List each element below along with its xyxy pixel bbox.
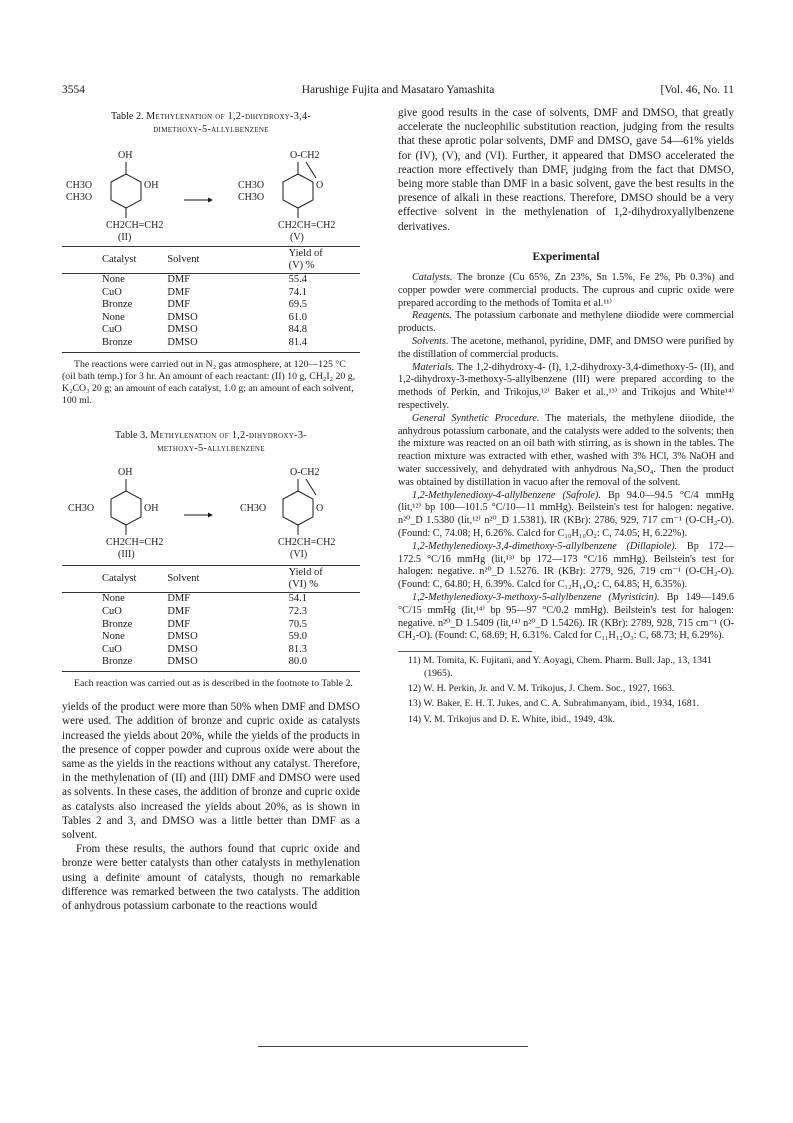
volume-info: [Vol. 46, No. 11 xyxy=(660,84,734,96)
reactant-methoxy-2: CH3O xyxy=(66,192,93,203)
reactant-label: (II) xyxy=(118,232,132,242)
product-methoxy: CH3O xyxy=(240,503,267,515)
reference-item: 13) W. Baker, E. H. T. Jukes, and C. A. Subrahmanyam, ibid., 1934, 1681. xyxy=(408,698,699,710)
col-yield: Yield of (VI) % xyxy=(271,566,360,593)
product-label: (VI) xyxy=(290,549,308,561)
table-row: Bronze DMF 70.5 xyxy=(102,618,307,630)
reference-item: 12) W. H. Perkin, Jr. and V. M. Trikojus, J. Chem. Soc., 1927, 1663. xyxy=(408,682,675,694)
reference-item: 11) M. Tomita, K. Fujitani, and Y. Aoyagi, Chem. Pharm. Bull. Jap., 13, 1341 (1965). xyxy=(408,655,712,679)
table2-reaction-scheme xyxy=(62,138,360,242)
procedure-paragraph: General Synthetic Procedure. The materials, the methylene diiodide, the anhydrous potassium carbonate, and the catalysts were added to the solvents; then the mixture was reacted on an oil bath with stirring, as is shown in the tables. The reaction mixture was extracted with ether, washed with 3% HCl, 3% NaOH and water successively, and dehydrated with anhydrous Na₂SO₄. Then the product was obtained by distillation in vacuo after the removal of the solvent. xyxy=(398,412,734,488)
table-row: Bronze DMF 69.5 xyxy=(102,299,307,311)
section-heading: Experimental xyxy=(532,250,600,263)
running-title: Harushige Fujita and Masataro Yamashita xyxy=(301,84,495,96)
table3-caption xyxy=(62,429,360,455)
page-number: 3554 xyxy=(62,84,85,96)
materials-paragraph: Materials. The 1,2-dihydroxy-4- (I), 1,2-dihydroxy-3,4-dimethoxy-5- (II), and 1,2-dihydroxy-3-methoxy-5-allylbenzene (III) were prepared according to the methods of Perkin, and Trikojus,¹²⁾ Baker et al.,¹³⁾ and Trikojus and White¹⁴⁾ respectively. xyxy=(398,361,734,411)
product-o: O xyxy=(316,503,324,515)
reactant-methoxy-1: CH3O xyxy=(66,180,93,191)
table2 xyxy=(62,246,360,353)
table-row: CuO DMF 72.3 xyxy=(102,605,307,617)
product-label: (V) xyxy=(290,232,304,242)
benzene-ring xyxy=(111,174,141,208)
reactant-oh-top: OH xyxy=(118,150,133,161)
product-allyl: CH2CH=CH2 xyxy=(278,220,336,231)
references-rule xyxy=(398,651,532,652)
table-row: CuO DMSO 84.8 xyxy=(102,324,307,336)
product-allyl: CH2CH=CH2 xyxy=(278,537,336,549)
col-yield: Yield of (V) % xyxy=(271,247,360,274)
table-row: None DMF 54.1 xyxy=(102,593,307,605)
reactant-allyl: CH2CH=CH2 xyxy=(106,220,164,231)
table-row: Bronze DMSO 80.0 xyxy=(62,656,360,671)
table3-reaction-scheme xyxy=(62,457,360,561)
benzene-ring xyxy=(111,491,141,525)
table2-title-1: Methylenation of 1,2-dihydroxy-3,4- xyxy=(146,111,312,122)
table2-footnote: The reactions were carried out in N₂ gas atmosphere, at 120—125 °C (oil bath temp.) for 3 hr. An amount of each reactant: (II) 10 g, CH₂I₂ 20 g, K₂CO₃ 20 g; an amount of each catalyst, 1.0 g; an amount of each solvent, 100 ml. xyxy=(62,358,356,407)
body-paragraph: give good results in the case of solvents, DMF and DMSO, that greatly accelerate the nucleophilic substitution reaction, judging from the results that these aprotic polar solvents, DMF and DMSO, gave 54—61% yields for (IV), (V), and (VI). Further, it appeared that DMSO accelerated the reaction more effectively than DMF, judging from the fact that DMSO, being more stable than DMF in a basic solvent, gave the best results in the presence of alkali in these reactions. Therefore, DMSO should be a very effective solvent in the methylenation of 1,2-dihydroxyallylbenzene derivatives. xyxy=(398,107,734,233)
col-catalyst: Catalyst xyxy=(62,566,163,593)
right-column xyxy=(398,106,734,726)
benzene-ring xyxy=(283,174,313,208)
product-o: O xyxy=(316,180,324,191)
solvents-paragraph: Solvents. The acetone, methanol, pyridine, DMF, and DMSO were purified by the distillation of commercial products. xyxy=(398,336,734,360)
table3-label: Table 3. xyxy=(115,430,148,442)
reactant-oh-side: OH xyxy=(144,503,159,515)
table2-caption xyxy=(62,110,360,136)
table-row: CuO DMSO 81.3 xyxy=(102,643,307,655)
product-methoxy-2: CH3O xyxy=(238,192,265,203)
table-row: None DMF 55.4 xyxy=(102,274,307,285)
product-methylene: O-CH2 xyxy=(290,150,320,161)
myristicin-paragraph: 1,2-Methylenedioxy-3-methoxy-5-allylbenzene (Myristicin). Bp 149—149.6 °C/15 mmHg (lit,¹⁴⁾ bp 95—97 °C/0.2 mmHg). Beilstein's test for halogen: negative. n²⁰_D 1.5409 (lit,¹⁴⁾ n²⁰_D 1.5426). IR (KBr): 2789, 928, 715 cm⁻¹ (O-CH₂-O). (Found: C, 68.69; H, 6.31%. Calcd for C₁₁H₁₂O₃: C, 68.73; H, 6.29%). xyxy=(398,591,734,642)
body-paragraph: yields of the product were more than 50% when DMF and DMSO were used. The addition of bronze and cupric oxide as catalysts increased the yields about 20%, while the yields of the products in the presence of copper powder and cuprous oxide were about the same as the yields in the reactions without any catalyst. Therefore, in the methylenation of (II) and (III) DMF and DMSO were used as solvents. In these cases, the addition of bronze and cupric oxide as catalysts also increased the yields about 20%, as is shown in Tables 2 and 3, and DMSO was a little better than DMF as a solvent. xyxy=(62,701,360,841)
catalysts-paragraph: Catalysts. The bronze (Cu 65%, Zn 23%, Sn 1.5%, Fe 2%, Pb 0.3%) and copper powder were commercial products. The cuprous and cupric oxide were prepared according to the methods of Tomita et al.¹¹⁾ xyxy=(398,272,734,309)
col-solvent: Solvent xyxy=(163,566,270,593)
reactant-allyl: CH2CH=CH2 xyxy=(106,537,164,549)
table3-title-2: methoxy-5-allylbenzene xyxy=(157,443,265,455)
reference-item: 14) V. M. Trikojus and D. E. White, ibid., 1949, 43k. xyxy=(408,713,616,725)
running-header xyxy=(62,84,734,100)
table3-title-1: Methylenation of 1,2-dihydroxy-3- xyxy=(150,430,307,442)
col-solvent: Solvent xyxy=(163,247,270,274)
col-catalyst: Catalyst xyxy=(62,247,163,274)
table3-footnote: Each reaction was carried out as is described in the footnote to Table 2. xyxy=(74,677,353,689)
benzene-ring xyxy=(283,491,313,525)
table-row: None DMSO 59.0 xyxy=(102,631,307,643)
page-footer-rule xyxy=(258,1046,528,1047)
dillapiole-paragraph: 1,2-Methylenedioxy-3,4-dimethoxy-5-allylbenzene (Dillapiole). Bp 172—172.5 °C/16 mmHg (lit,¹³⁾ bp 172—173 °C/16 mmHg). Beilstein's test for halogen: negative. n²⁰_D 1.5276. IR (KBr): 2779, 926, 719 cm⁻¹ (O-CH₂-O). (Found: C, 64.80; H, 6.39%. Calcd for C₁₂H₁₄O₄: C, 64.85; H, 6.35%). xyxy=(398,540,734,591)
left-column xyxy=(62,106,360,913)
body-paragraph: From these results, the authors found that cupric oxide and bronze were better catalysts than other catalysts in methylenation using a definite amount of catalysts, though no remarkable difference was remarked between the two catalysts. The addition of anhydrous potassium carbonate to the reactions would xyxy=(62,843,360,912)
product-methoxy-1: CH3O xyxy=(238,180,265,191)
reactant-methoxy: CH3O xyxy=(68,503,95,515)
reagents-paragraph: Reagents. The potassium carbonate and methylene diiodide were commercial products. xyxy=(398,310,734,335)
table3 xyxy=(62,565,360,672)
table2-title-2: dimethoxy-5-allylbenzene xyxy=(153,124,269,135)
product-methylene: O-CH2 xyxy=(290,467,320,479)
table-row: None DMSO 61.0 xyxy=(102,311,307,323)
reactant-oh-side: OH xyxy=(144,180,159,191)
table-row: CuO DMF 74.1 xyxy=(102,286,307,298)
table-row: Bronze DMSO 81.4 xyxy=(62,337,360,352)
safrole-paragraph: 1,2-Methylenedioxy-4-allylbenzene (Safrole). Bp 94.0—94.5 °C/4 mmHg (lit,¹²⁾ bp 100—101.5 °C/10—11 mmHg). Beilstein's test for halogen: negative. n²⁰_D 1.5380 (lit,¹²⁾ n²⁰_D 1.5381). IR (KBr): 2786, 929, 717 cm⁻¹ (O-CH₂-O). (Found: C, 74.08; H, 6.26%. Calcd for C₁₀H₁₀O₂: C, 74.05; H, 6.22%). xyxy=(398,489,735,539)
table2-label: Table 2. xyxy=(110,111,144,122)
reactant-label: (III) xyxy=(118,549,135,561)
reactant-oh-top: OH xyxy=(118,467,133,479)
